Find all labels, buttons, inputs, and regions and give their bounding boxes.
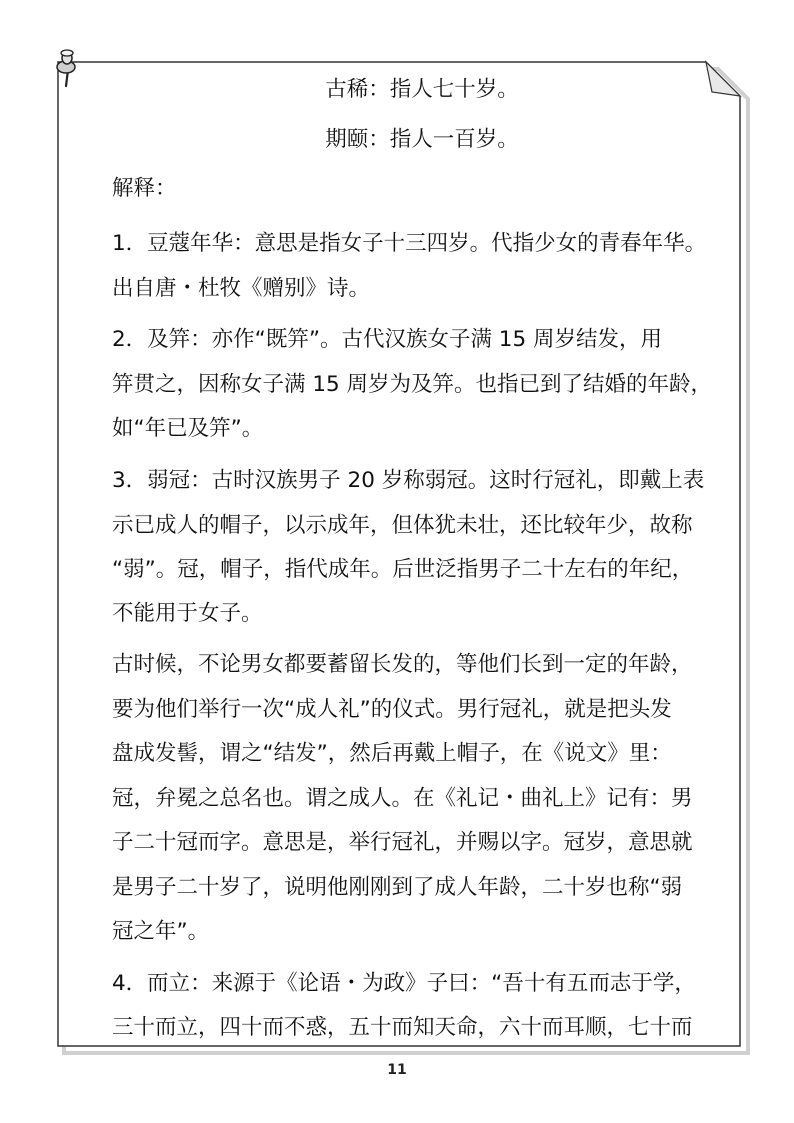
text-line: “弱”。冠，帽子，指代成年。后世泛指男子二十左右的年纪， <box>112 557 694 582</box>
text-line: 出自唐・杜牧《赠别》诗。 <box>112 276 371 301</box>
section-heading: 解释： <box>112 176 177 201</box>
text-line: 期颐：指人一百岁。 <box>325 127 519 152</box>
text-line: 笄贯之，因称女子满 15 周岁为及笄。也指已到了结婚的年龄， <box>112 372 713 397</box>
text-line: 4．而立：来源于《论语・为政》子曰：“吾十有五而志于学， <box>112 971 696 996</box>
text-line: 冠之年”。 <box>112 919 210 944</box>
text-line: 如“年已及笄”。 <box>112 416 264 441</box>
text-line: 示已成人的帽子，以示成年，但体犹未壮，还比较年少，故称 <box>112 513 693 538</box>
text-line: 冠，弁冕之总名也。谓之成人。在《礼记・曲礼上》记有：男 <box>112 786 693 811</box>
text-line: 古时候，不论男女都要蓄留长发的，等他们长到一定的年龄， <box>112 652 693 677</box>
text-line: 1．豆蔻年华：意思是指女子十三四岁。代指少女的青春年华。 <box>112 231 707 256</box>
page-number: 11 <box>387 1062 407 1078</box>
text-line: 3．弱冠：古时汉族男子 20 岁称弱冠。这时行冠礼，即戴上表 <box>112 468 705 493</box>
text-line: 2．及笄：亦作“既笄”。古代汉族女子满 15 周岁结发，用 <box>112 327 662 352</box>
text-line: 三十而立，四十而不惑，五十而知天命，六十而耳顺，七十而 <box>112 1015 693 1040</box>
text-line: 盘成发髻，谓之“结发”，然后再戴上帽子，在《说文》里： <box>112 741 672 766</box>
text-line: 要为他们举行一次“成人礼”的仪式。男行冠礼，就是把头发 <box>112 697 672 722</box>
text-line: 不能用于女子。 <box>112 601 263 626</box>
text-line: 是男子二十岁了，说明他刚刚到了成人年龄，二十岁也称“弱 <box>112 875 683 900</box>
text-line: 子二十冠而字。意思是，举行冠礼，并赐以字。冠岁，意思就 <box>112 830 693 855</box>
text-line: 古稀：指人七十岁。 <box>325 77 519 102</box>
